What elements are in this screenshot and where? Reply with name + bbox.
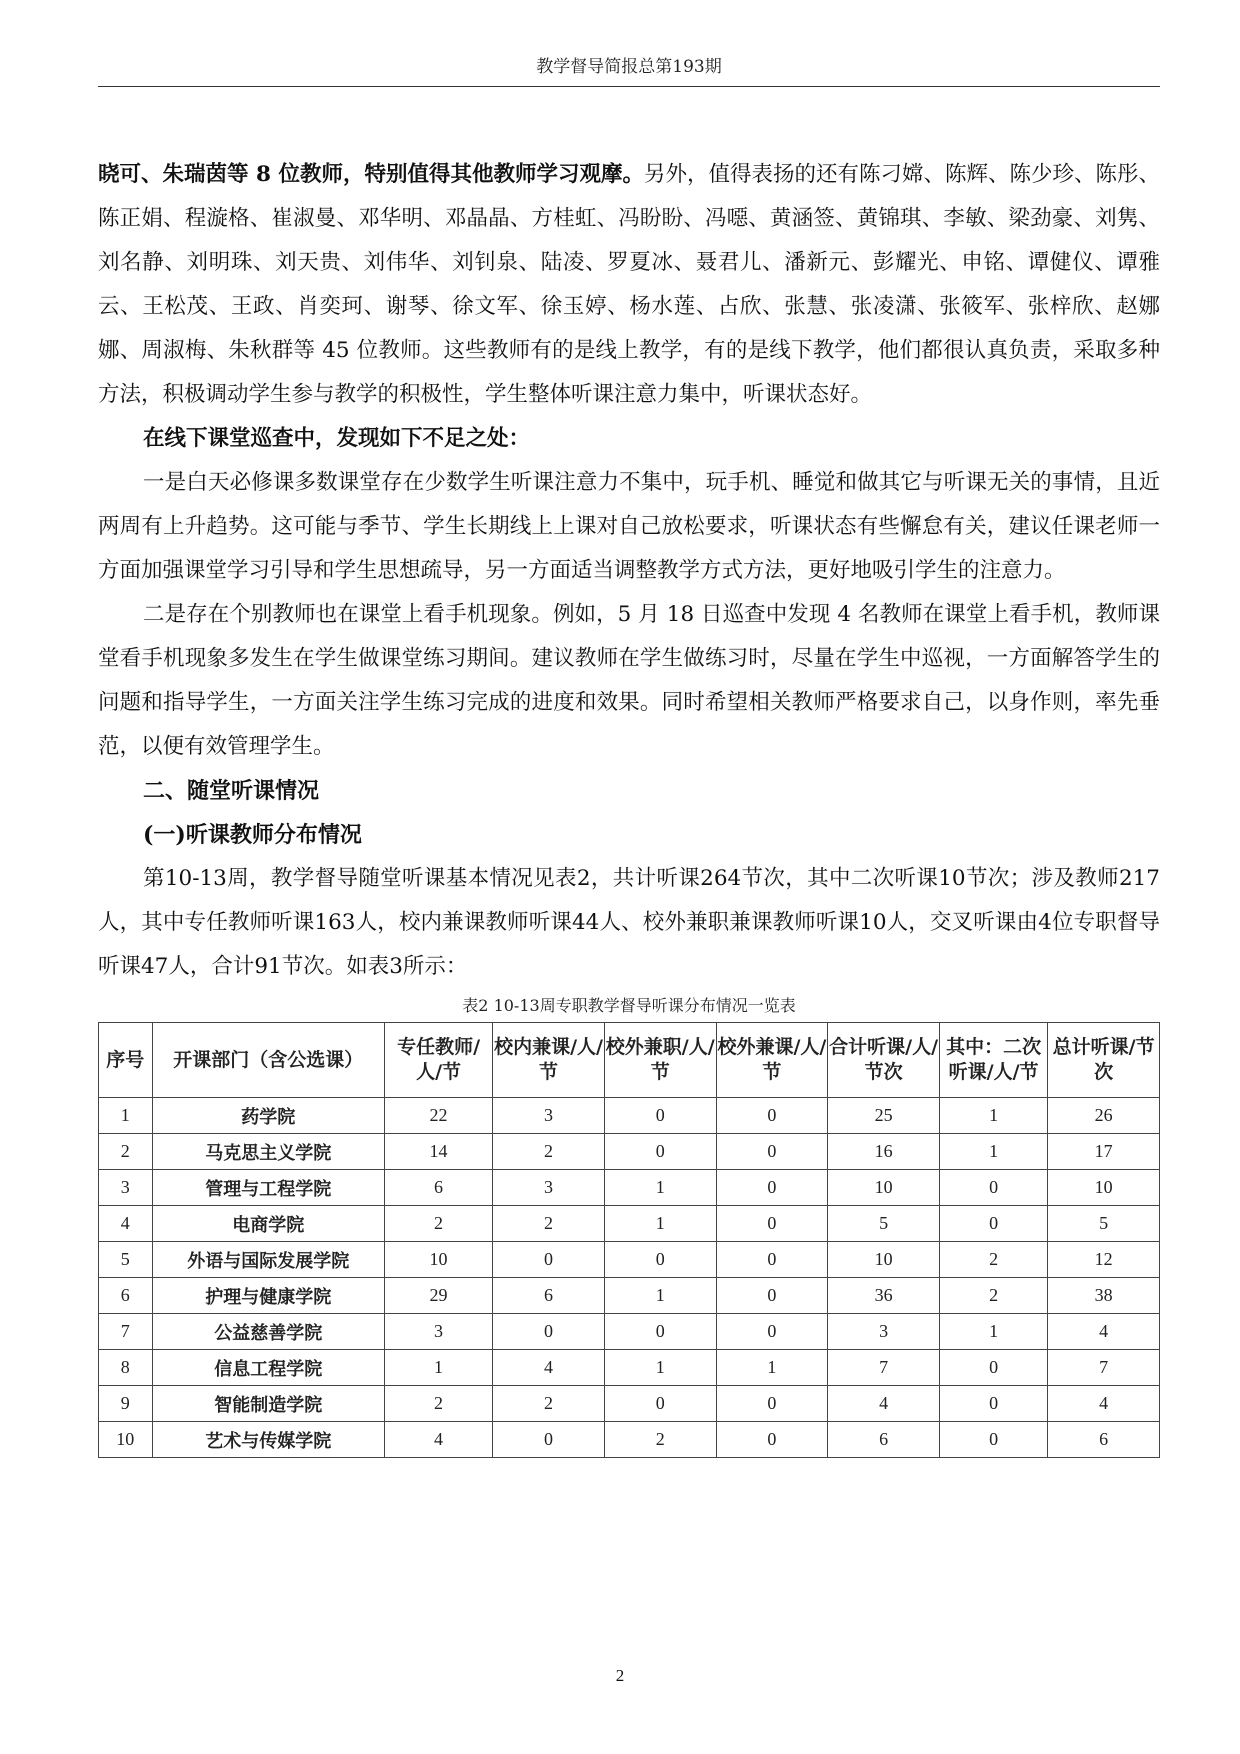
row-index-cell: 6 — [99, 1278, 153, 1314]
paragraph-summary: 第10-13周，教学督导随堂听课基本情况见表2，共计听课264节次，其中二次听课10节次；涉及教师217人，其中专任教师听课163人，校内兼课教师听课44人、校外兼职兼课教师听课10人，交叉听课由4位专职督导听课47人，合计91节次。如表3所示： — [98, 866, 1160, 979]
paragraph-issue-one: 一是白天必修课多数课堂存在少数学生听课注意力不集中，玩手机、睡觉和做其它与听课无关的事情，且近两周有上升趋势。这可能与季节、学生长期线上上课对自己放松要求，听课状态有些懈怠有关，建议任课老师一方面加强课堂学习引导和学生思想疏导，另一方面适当调整教学方式方法，更好地吸引学生的注意力。 — [98, 470, 1160, 583]
header-cell: 校外兼课/人/节 — [716, 1023, 828, 1098]
value-cell: 0 — [493, 1314, 605, 1350]
value-cell: 0 — [604, 1242, 716, 1278]
value-cell: 4 — [493, 1350, 605, 1386]
value-cell: 38 — [1048, 1278, 1160, 1314]
value-cell: 2 — [384, 1206, 492, 1242]
value-cell: 10 — [828, 1242, 940, 1278]
paragraph-shortcomings-intro: 在线下课堂巡查中，发现如下不足之处： — [143, 426, 531, 451]
page-number: 2 — [615, 1666, 625, 1685]
header-divider — [98, 86, 1160, 87]
value-cell: 5 — [828, 1206, 940, 1242]
table-row — [99, 1098, 1160, 1134]
value-cell: 10 — [828, 1170, 940, 1206]
department-cell: 电商学院 — [152, 1206, 384, 1242]
value-cell: 2 — [493, 1134, 605, 1170]
value-cell: 1 — [604, 1278, 716, 1314]
value-cell: 22 — [384, 1098, 492, 1134]
header-cell: 开课部门（含公选课） — [152, 1023, 384, 1098]
value-cell: 0 — [939, 1350, 1047, 1386]
section-heading: 二、随堂听课情况 — [143, 778, 320, 804]
value-cell: 0 — [493, 1422, 605, 1458]
value-cell: 3 — [493, 1098, 605, 1134]
header-cell: 校外兼职/人/节 — [604, 1023, 716, 1098]
value-cell: 0 — [604, 1314, 716, 1350]
value-cell: 14 — [384, 1134, 492, 1170]
value-cell: 0 — [604, 1386, 716, 1422]
value-cell: 4 — [384, 1422, 492, 1458]
table-row — [99, 1170, 1160, 1206]
value-cell: 7 — [1048, 1350, 1160, 1386]
value-cell: 1 — [604, 1206, 716, 1242]
value-cell: 1 — [604, 1350, 716, 1386]
row-index-cell: 9 — [99, 1386, 153, 1422]
header-cell: 专任教师/人/节 — [384, 1023, 492, 1098]
value-cell: 0 — [939, 1170, 1047, 1206]
running-header: 教学督导简报总第193期 — [536, 57, 722, 77]
value-cell: 5 — [1048, 1206, 1160, 1242]
value-cell: 17 — [1048, 1134, 1160, 1170]
table-row — [99, 1350, 1160, 1386]
value-cell: 0 — [493, 1242, 605, 1278]
value-cell: 6 — [1048, 1422, 1160, 1458]
header-cell: 总计听课/节次 — [1048, 1023, 1160, 1098]
table-body — [99, 1098, 1160, 1458]
value-cell: 7 — [828, 1350, 940, 1386]
value-cell: 3 — [384, 1314, 492, 1350]
header-cell: 合计听课/人/节次 — [828, 1023, 940, 1098]
commendation-bold-text: 晓可、朱瑞茵等 8 位教师，特别值得其他教师学习观摩。 — [98, 162, 644, 187]
department-cell: 智能制造学院 — [152, 1386, 384, 1422]
value-cell: 12 — [1048, 1242, 1160, 1278]
header-cell: 校内兼课/人/节 — [493, 1023, 605, 1098]
value-cell: 0 — [716, 1314, 828, 1350]
value-cell: 2 — [939, 1242, 1047, 1278]
paragraph-issue-two: 二是存在个别教师也在课堂上看手机现象。例如，5 月 18 日巡查中发现 4 名教师在课堂上看手机，教师课堂看手机现象多发生在学生做课堂练习期间。建议教师在学生做练习时，尽量在学生中巡视，一方面解答学生的问题和指导学生，一方面关注学生练习完成的进度和效果。同时希望相关教师严格要求自己，以身作则，率先垂范，以便有效管理学生。 — [98, 602, 1160, 759]
value-cell: 0 — [939, 1206, 1047, 1242]
value-cell: 1 — [939, 1134, 1047, 1170]
value-cell: 26 — [1048, 1098, 1160, 1134]
value-cell: 4 — [1048, 1386, 1160, 1422]
row-index-cell: 10 — [99, 1422, 153, 1458]
row-index-cell: 5 — [99, 1242, 153, 1278]
table-caption: 表2 10-13周专职教学督导听课分布情况一览表 — [462, 996, 796, 1015]
value-cell: 0 — [716, 1098, 828, 1134]
distribution-table — [98, 1022, 1160, 1458]
department-cell: 信息工程学院 — [152, 1350, 384, 1386]
department-cell: 马克思主义学院 — [152, 1134, 384, 1170]
department-cell: 药学院 — [152, 1098, 384, 1134]
value-cell: 0 — [716, 1386, 828, 1422]
value-cell: 29 — [384, 1278, 492, 1314]
department-cell: 外语与国际发展学院 — [152, 1242, 384, 1278]
table-row — [99, 1134, 1160, 1170]
table-row — [99, 1386, 1160, 1422]
value-cell: 2 — [493, 1206, 605, 1242]
department-cell: 公益慈善学院 — [152, 1314, 384, 1350]
row-index-cell: 1 — [99, 1098, 153, 1134]
value-cell: 2 — [939, 1278, 1047, 1314]
row-index-cell: 8 — [99, 1350, 153, 1386]
value-cell: 0 — [939, 1386, 1047, 1422]
value-cell: 2 — [384, 1386, 492, 1422]
value-cell: 1 — [716, 1350, 828, 1386]
header-cell: 序号 — [99, 1023, 153, 1098]
value-cell: 3 — [828, 1314, 940, 1350]
table-row — [99, 1422, 1160, 1458]
value-cell: 4 — [1048, 1314, 1160, 1350]
value-cell: 1 — [604, 1170, 716, 1206]
department-cell: 护理与健康学院 — [152, 1278, 384, 1314]
value-cell: 0 — [716, 1134, 828, 1170]
value-cell: 0 — [604, 1098, 716, 1134]
value-cell: 0 — [716, 1278, 828, 1314]
row-index-cell: 7 — [99, 1314, 153, 1350]
subsection-heading: (一)听课教师分布情况 — [143, 822, 362, 848]
table-header-row — [99, 1023, 1160, 1098]
value-cell: 10 — [384, 1242, 492, 1278]
value-cell: 25 — [828, 1098, 940, 1134]
table-row — [99, 1242, 1160, 1278]
value-cell: 10 — [1048, 1170, 1160, 1206]
row-index-cell: 2 — [99, 1134, 153, 1170]
value-cell: 2 — [493, 1386, 605, 1422]
table-row — [99, 1314, 1160, 1350]
value-cell: 1 — [384, 1350, 492, 1386]
value-cell: 0 — [716, 1206, 828, 1242]
value-cell: 2 — [604, 1422, 716, 1458]
value-cell: 36 — [828, 1278, 940, 1314]
header-cell: 其中：二次听课/人/节 — [939, 1023, 1047, 1098]
value-cell: 0 — [939, 1422, 1047, 1458]
value-cell: 4 — [828, 1386, 940, 1422]
value-cell: 6 — [828, 1422, 940, 1458]
value-cell: 0 — [716, 1242, 828, 1278]
value-cell: 3 — [493, 1170, 605, 1206]
value-cell: 6 — [493, 1278, 605, 1314]
table-row — [99, 1278, 1160, 1314]
document-body — [98, 153, 1160, 1458]
paragraph-commendation — [98, 153, 1160, 417]
department-cell: 艺术与传媒学院 — [152, 1422, 384, 1458]
row-index-cell: 3 — [99, 1170, 153, 1206]
row-index-cell: 4 — [99, 1206, 153, 1242]
value-cell: 1 — [939, 1098, 1047, 1134]
value-cell: 0 — [604, 1134, 716, 1170]
value-cell: 0 — [716, 1170, 828, 1206]
commendation-text: 另外，值得表扬的还有陈刁嫦、陈辉、陈少珍、陈彤、陈正娟、程漩格、崔淑曼、邓华明、邓晶晶、方桂虹、冯盼盼、冯噁、黄涵签、黄锦琪、李敏、梁劲豪、刘隽、刘名静、刘明珠、刘天贵、刘伟华、刘钊泉、陆凌、罗夏冰、聂君儿、潘新元、彭耀光、申铭、谭健仪、谭雅云、王松茂、王政、肖奕珂、谢琴、徐文军、徐玉婷、杨水莲、占欣、张慧、张凌潇、张筱军、张梓欣、赵娜娜、周淑梅、朱秋群等 45 位教师。这些教师有的是线上教学，有的是线下教学，他们都很认真负责，采取多种方法，积极调动学生参与教学的积极性，学生整体听课注意力集中，听课状态好。 — [98, 162, 1160, 407]
department-cell: 管理与工程学院 — [152, 1170, 384, 1206]
value-cell: 1 — [939, 1314, 1047, 1350]
value-cell: 16 — [828, 1134, 940, 1170]
value-cell: 6 — [384, 1170, 492, 1206]
table-row — [99, 1206, 1160, 1242]
value-cell: 0 — [716, 1422, 828, 1458]
